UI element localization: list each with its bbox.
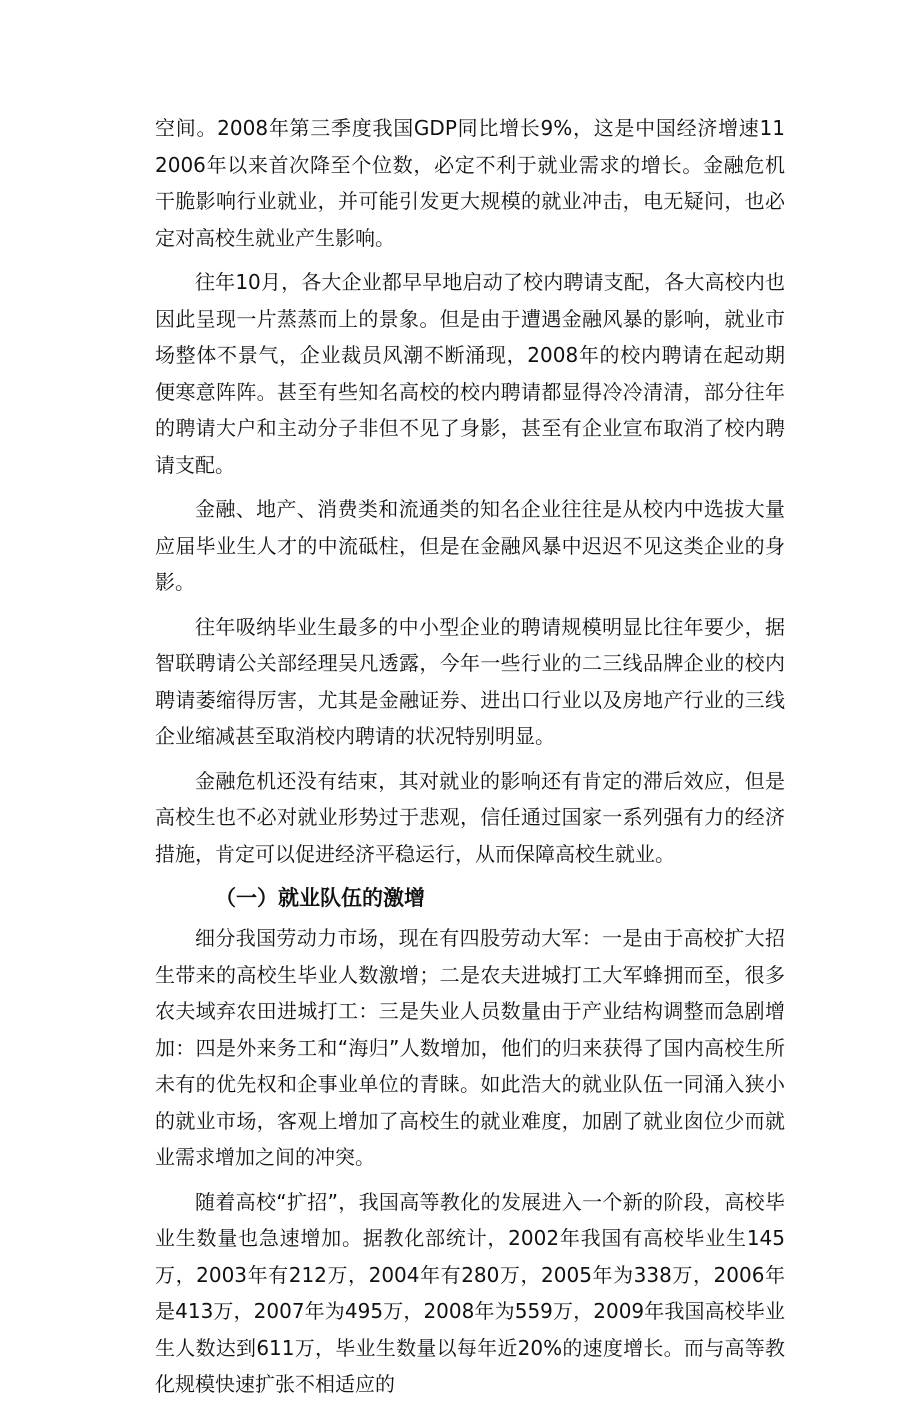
paragraph-graduate-statistics: 随着高校“扩招”，我国高等教化的发展进入一个新的阶段，高校毕业生数量也急速增加。据教化部统计，2002年我国有高校毕业生145万，2003年有212万，2004年有280万，2005年为338万，2006年是413万，2007年为495万，2008年为559万，2009年我国高校毕业生人数达到611万，毕业生数量以每年近20%的速度增长。而与高等教化规模快速扩张不相适应的 [155, 1189, 785, 1396]
paragraph-finance-enterprises: 金融、地产、消费类和流通类的知名企业往往是从校内中选拔大量应届毕业生人才的中流砥柱，但是在金融风暴中迟迟不见这类企业的身影。 [155, 497, 785, 594]
paragraph-labor-market: 细分我国劳动力市场，现在有四股劳动大军：一是由于高校扩大招生带来的高校生毕业人数激增；二是农夫进城打工大军蜂拥而至，很多农夫域弃农田进城打工：三是失业人员数量由于产业结构调整而急剧增加：四是外来务工和“海归”人数增加，他们的归来获得了国内高校生所未有的优先权和企事业单位的青睐。如此浩大的就业队伍一同涌入狭小的就业市场，客观上增加了高校生的就业难度，加剧了就业囱位少而就业需求增加之间的冲突。 [155, 926, 785, 1169]
paragraph-gdp-growth: 空间。2008年第三季度我国GDP同比增长9%，这是中国经济增速11 2006年以来首次降至个位数，必定不利于就业需求的增长。金融危机干脆影响行业就业，并可能引发更大规模的就业冲击，电无疑问，也必定对高校生就业产生影响。 [155, 116, 785, 250]
paragraph-crisis-outlook: 金融危机还没有结束，其对就业的影响还有肯定的滞后效应，但是高校生也不必对就业形势过于悲观，信任通过国家一系列强有力的经济措施，肯定可以促进经济平稳运行，从而保障高校生就业。 [155, 768, 785, 866]
section-heading: （一）就业队伍的激增 [215, 886, 425, 910]
paragraph-smes-recruitment: 往年吸纳毕业生最多的中小型企业的聘请规模明显比往年要少，据智联聘请公关部经理吴凡透露，今年一些行业的二三线品牌企业的校内聘请萎缩得厉害，尤其是金融证券、进出口行业以及房地产行业的三线企业缩减甚至取消校内聘请的状况特别明显。 [155, 614, 785, 748]
paragraph-campus-recruitment: 往年10月，各大企业都早早地启动了校内聘请支配，各大高校内也因此呈现一片蒸蒸而上的景象。但是由于遭遇金融风暴的影响，就业市场整体不景气，企业裁员风潮不断涌现，2008年的校内聘请在起动期便寒意阵阵。甚至有些知名高校的校内聘请都显得冷冷清清，部分往年的聘请大户和主动分子非但不见了身影，甚至有企业宣布取消了校内聘请支配。 [155, 270, 785, 477]
document-body [155, 110, 785, 1411]
